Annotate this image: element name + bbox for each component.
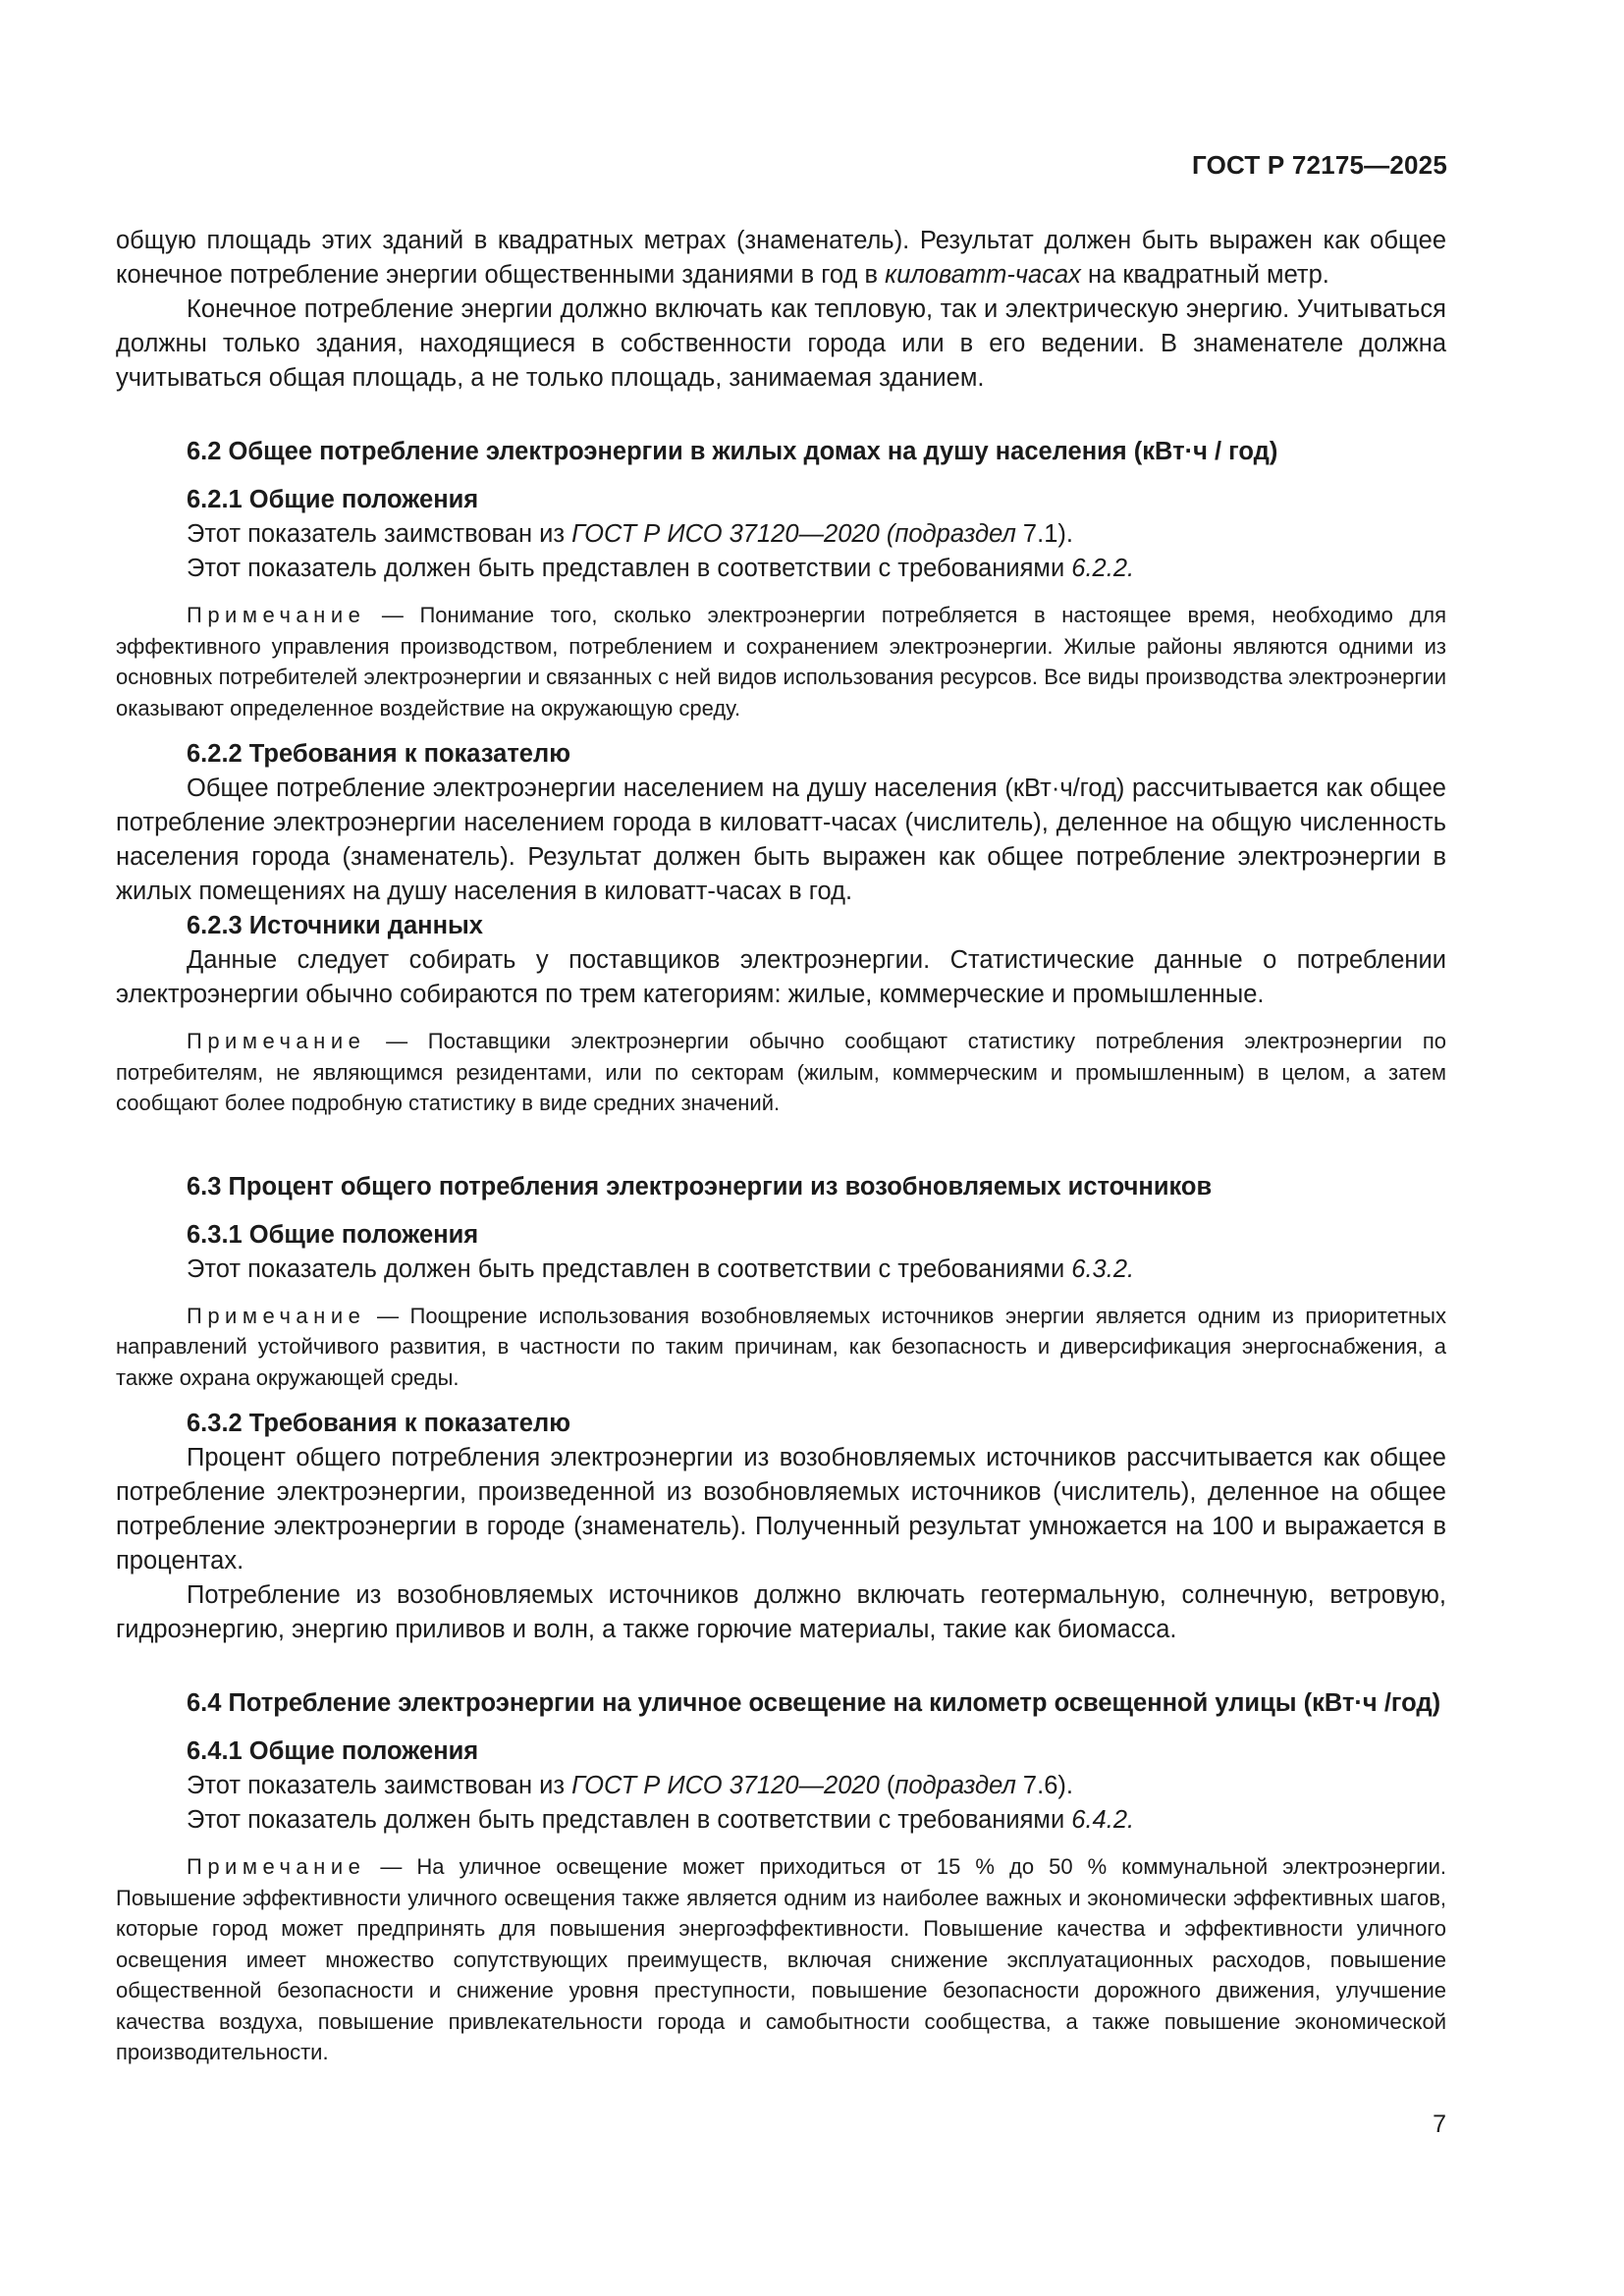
note-label: Примечание bbox=[187, 1854, 366, 1879]
section-6-3-2-heading: 6.3.2 Требования к показателю bbox=[187, 1410, 570, 1437]
page-number: 7 bbox=[1433, 2110, 1446, 2138]
note-6-3-1 bbox=[116, 1301, 1446, 1394]
section-6-2-3-heading: 6.2.3 Источники данных bbox=[187, 912, 483, 939]
text-run: общую площадь этих зданий в квадратных метрах (знаменатель). Результат должен быть выражен как общее конечное потребление энергии общественными зданиями в год в bbox=[116, 227, 1446, 289]
section-6-2-1-line-1 bbox=[116, 517, 1446, 552]
section-6-2-heading: 6.2 Общее потребление электроэнергии в жилых домах на душу населения (кВт·ч / год) bbox=[187, 438, 1278, 465]
note-6-4-1 bbox=[116, 1851, 1446, 2068]
note-label: Примечание bbox=[187, 1303, 366, 1328]
note-text: — Поставщики электроэнергии обычно сообщают статистику потребления электроэнергии по потребителям, не являющимся резидентами, или по секторам (жилым, коммерческим и промышленным) в целом, а затем сообщают более подробную статистику в виде средних значений. bbox=[116, 1029, 1446, 1115]
note-label: Примечание bbox=[187, 603, 366, 627]
section-6-3-1-line-1 bbox=[116, 1253, 1446, 1287]
section-6-3-2-paragraph-1: Процент общего потребления электроэнергии из возобновляемых источников рассчитывается как общее потребление электроэнергии, произведенной из возобновляемых источников (числитель), деленное на общее потребление электроэнергии в городе (знаменатель). Полученный результат умножается на 100 и выражается в процентах. bbox=[116, 1444, 1446, 1575]
section-6-2-1-heading: 6.2.1 Общие положения bbox=[187, 486, 479, 513]
note-text: — Понимание того, сколько электроэнергии потребляется в настоящее время, необходимо для эффективного управления производством, потреблением и сохранением электроэнергии. Жилые районы являются одними из основных потребителей электроэнергии и связанных с ней видов использования ресурсов. Все виды производства электроэнергии оказывают определенное воздействие на окружающую среду. bbox=[116, 603, 1446, 721]
note-text: — На уличное освещение может приходиться от 15 % до 50 % коммунальной электроэнергии. Повышение эффективности уличного освещения также является одним из наиболее важных и экономически эффективных шагов, которые город может предпринять для повышения энергоэффективности. Повышение качества и эффективности уличного освещения имеет множество сопутствующих преимуществ, включая снижение эксплуатационных расходов, повышение общественной безопасности и снижение уровня преступности, повышение безопасности дорожного движения, улучшение качества воздуха, повышение привлекательности города и самобытности сообщества, а также повышение экономической производительности. bbox=[116, 1854, 1446, 2064]
italic-reference: 6.3.2. bbox=[1071, 1255, 1135, 1283]
section-6-3-heading: 6.3 Процент общего потребления электроэнергии из возобновляемых источников bbox=[187, 1172, 1213, 1201]
text-run: Этот показатель должен быть представлен в соответствии с требованиями bbox=[187, 1255, 1072, 1283]
italic-term: киловатт-часах bbox=[885, 261, 1081, 289]
section-6-2-3-text: Данные следует собирать у поставщиков электроэнергии. Статистические данные о потреблении электроэнергии обычно собираются по трем категориям: жилые, коммерческие и промышленные. bbox=[116, 946, 1446, 1008]
intro-paragraph-2: Конечное потребление энергии должно включать как тепловую, так и электрическую энергию. Учитываться должны только здания, находящиеся в собственности города или в его ведении. В знаменателе должна учитываться общая площадь, а не только площадь, занимаемая зданием. bbox=[116, 295, 1446, 392]
note-6-2-1 bbox=[116, 600, 1446, 723]
italic-reference: ГОСТ Р ИСО 37120—2020 bbox=[571, 1772, 880, 1799]
italic-reference: ГОСТ Р ИСО 37120—2020 (подраздел bbox=[571, 520, 1016, 548]
section-6-2-2-text: Общее потребление электроэнергии населением на душу населения (кВт·ч/год) рассчитывается как общее потребление электроэнергии населением города в киловатт-часах (числитель), деленное на общую численность населения города (знаменатель). Результат должен быть выражен как общее потребление электроэнергии в жилых помещениях на душу населения в киловатт-часах в год. bbox=[116, 774, 1446, 905]
text-run: Этот показатель должен быть представлен в соответствии с требованиями bbox=[187, 1806, 1072, 1834]
section-6-2-2-heading: 6.2.2 Требования к показателю bbox=[187, 740, 570, 768]
section-6-3-2-paragraph-2: Потребление из возобновляемых источников должно включать геотермальную, солнечную, ветровую, гидроэнергию, энергию приливов и волн, а также горючие материалы, такие как биомасса. bbox=[116, 1581, 1446, 1643]
italic-reference: 6.4.2. bbox=[1071, 1806, 1135, 1834]
text-run: ( bbox=[879, 1772, 895, 1799]
document-header: ГОСТ Р 72175—2025 bbox=[1192, 150, 1447, 180]
page-content bbox=[116, 224, 1446, 2068]
italic-reference: подраздел bbox=[894, 1772, 1016, 1799]
text-run: на квадратный метр. bbox=[1080, 261, 1329, 289]
note-label: Примечание bbox=[187, 1029, 366, 1053]
section-6-4-1-line-1 bbox=[116, 1769, 1446, 1803]
text-run: 7.6). bbox=[1015, 1772, 1073, 1799]
text-run: Этот показатель заимствован из bbox=[187, 1772, 572, 1799]
section-6-4-heading: 6.4 Потребление электроэнергии на уличное освещение на километр освещенной улицы (кВт·ч /год) bbox=[187, 1689, 1441, 1717]
intro-paragraph-1 bbox=[116, 224, 1446, 293]
section-6-3-1-heading: 6.3.1 Общие положения bbox=[187, 1220, 479, 1249]
section-6-4-1-line-2 bbox=[116, 1803, 1446, 1838]
italic-reference: 6.2.2. bbox=[1071, 555, 1135, 582]
note-text: — Поощрение использования возобновляемых источников энергии является одним из приоритетных направлений устойчивого развития, в частности по таким причинам, как безопасность и диверсификация энергоснабжения, а также охрана окружающей среды. bbox=[116, 1303, 1446, 1390]
text-run: Этот показатель заимствован из bbox=[187, 520, 572, 548]
section-6-4-1-heading: 6.4.1 Общие положения bbox=[187, 1737, 479, 1765]
note-6-2-3 bbox=[116, 1026, 1446, 1119]
section-6-2-1-line-2 bbox=[116, 552, 1446, 586]
text-run: Этот показатель должен быть представлен в соответствии с требованиями bbox=[187, 555, 1072, 582]
text-run: 7.1). bbox=[1015, 520, 1073, 548]
